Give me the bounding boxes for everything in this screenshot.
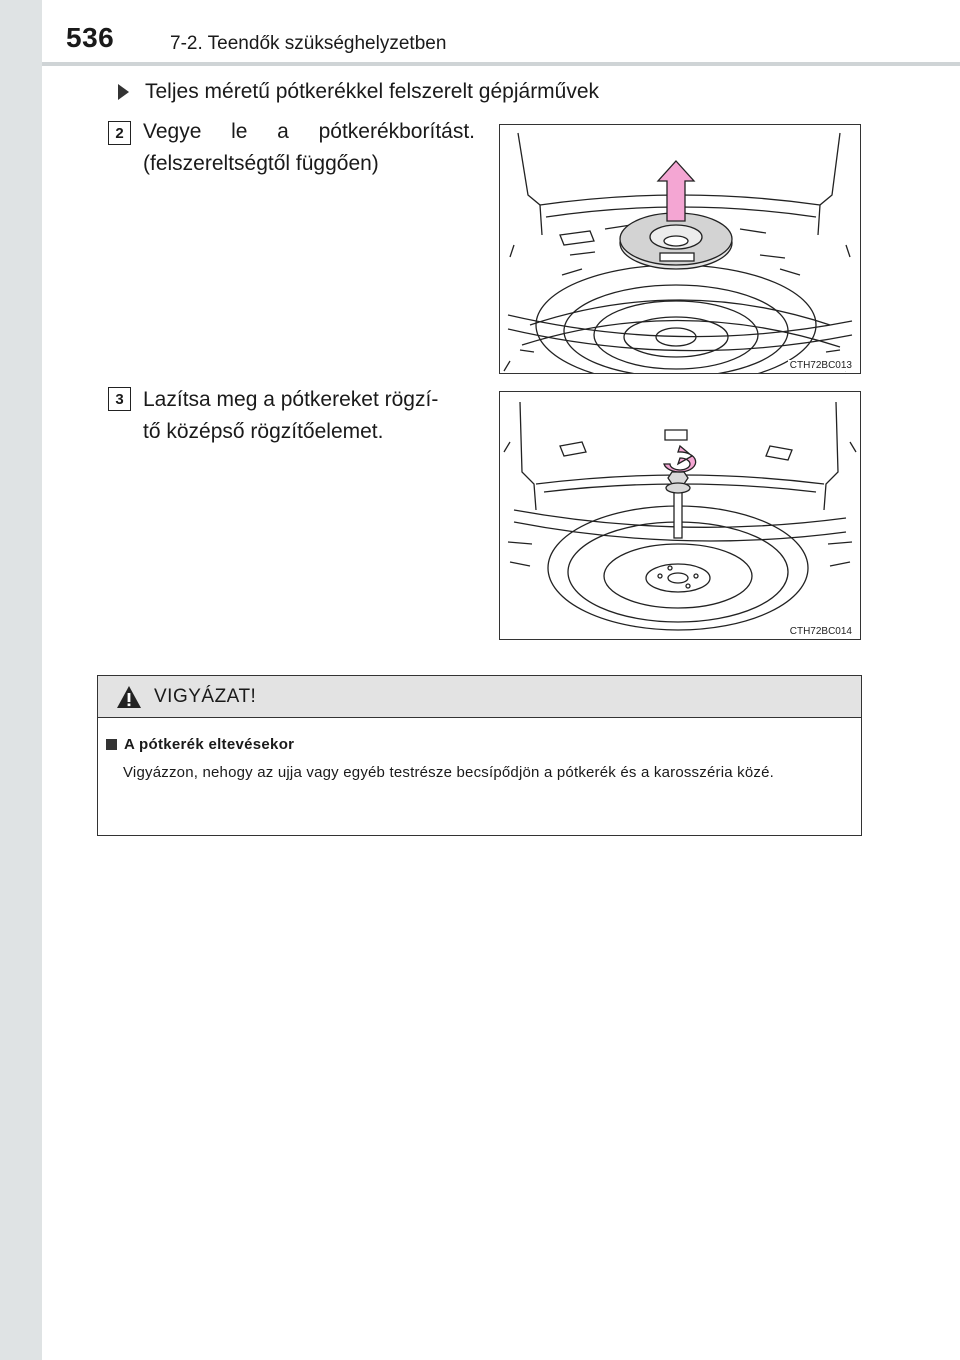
figure-code: CTH72BC013 [789, 360, 852, 371]
step-number-3: 3 [108, 387, 131, 411]
step-2-line2: (felszereltségtől függően) [143, 152, 379, 175]
header-rule [42, 62, 960, 66]
intro-text: Teljes méretű pótkerékkel felszerelt gépjárművek [145, 80, 600, 103]
rotate-arrow-icon [664, 446, 696, 472]
up-arrow-icon [658, 161, 694, 221]
figure-code: CTH72BC014 [789, 626, 852, 637]
figure-remove-cover [499, 124, 861, 374]
caution-item-body: Vigyázzon, nehogy az ujja vagy egyéb testrésze becsípődjön a pótkerék és a karosszéria közé. [123, 764, 774, 781]
step-3-text [143, 384, 475, 448]
side-strip [0, 0, 42, 1360]
step-3-line2: tő középső rögzítőelemet. [143, 420, 384, 443]
caution-header [98, 676, 861, 718]
step-2-text [143, 116, 475, 180]
step-2-line1: Vegye le a pótkerékborítást. [143, 120, 475, 143]
page-number: 536 [66, 22, 115, 53]
intro-line [118, 80, 599, 104]
figure-loosen-fastener [499, 391, 861, 640]
trunk-cover-illustration [500, 125, 860, 373]
caution-box [97, 675, 862, 836]
triangle-bullet-icon [118, 84, 129, 100]
square-bullet-icon [106, 739, 117, 750]
section-title: 7-2. Teendők szükséghelyzetben [170, 33, 447, 54]
caution-item-title: A pótkerék eltevésekor [124, 736, 295, 753]
warning-icon [116, 685, 142, 709]
spare-wheel-fastener-illustration [500, 392, 860, 639]
step-number-2: 2 [108, 121, 131, 145]
caution-label: VIGYÁZAT! [154, 685, 257, 707]
step-3-line1: Lazítsa meg a pótkereket rögzí- [143, 388, 439, 411]
